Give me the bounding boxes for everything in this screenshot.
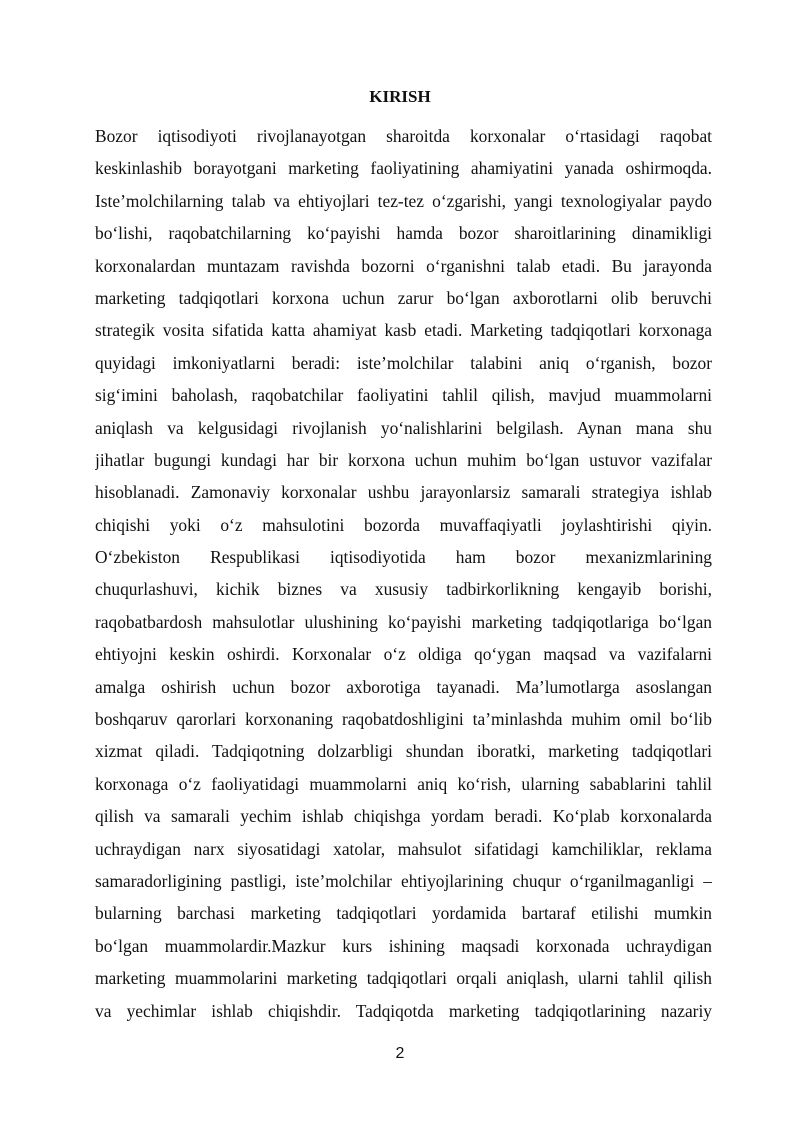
text-line: marketing muammolarini marketing tadqiqotlari orqali aniqlash, ularni tahlil qilish	[95, 968, 712, 989]
text-line: hisoblanadi. Zamonaviy korxonalar ushbu jarayonlarsiz samarali strategiya ishlab	[95, 482, 712, 503]
text-line: boʻlgan muammolardir.Mazkur kurs ishining maqsadi korxonada uchraydigan	[95, 935, 712, 956]
text-line: keskinlashib borayotgani marketing faoliyatining ahamiyatini yanada oshirmoqda.	[95, 158, 712, 179]
text-line: jihatlar bugungi kundagi har bir korxona uchun muhim boʻlgan ustuvor vazifalar	[95, 449, 712, 470]
text-line: samaradorligining pastligi, iste’molchilar ehtiyojlarining chuqur oʻrganilmaganligi –	[95, 870, 712, 891]
text-line: Iste’molchilarning talab va ehtiyojlari tez-tez oʻzgarishi, yangi texnologiyalar paydo	[95, 190, 712, 211]
text-line: boshqaruv qarorlari korxonaning raqobatdoshligini ta’minlashda muhim omil boʻlib	[95, 709, 712, 730]
text-line: korxonaga oʻz faoliyatidagi muammolarni aniq koʻrish, ularning sabablarini tahlil	[95, 773, 712, 794]
page-title: KIRISH	[369, 87, 431, 106]
text-line: bularning barchasi marketing tadqiqotlari yordamida bartaraf etilishi mumkin	[95, 903, 712, 924]
text-line: quyidagi imkoniyatlarni beradi: iste’molchilar talabini aniq oʻrganish, bozor	[95, 352, 712, 373]
page-number: 2	[395, 1045, 405, 1062]
text-line: boʻlishi, raqobatchilarning koʻpayishi hamda bozor sharoitlarining dinamikligi	[95, 223, 712, 244]
text-line: aniqlash va kelgusidagi rivojlanish yoʻnalishlarini belgilash. Aynan mana shu	[95, 417, 712, 438]
text-line: uchraydigan narx siyosatidagi xatolar, mahsulot sifatidagi kamchiliklar, reklama	[95, 838, 712, 859]
text-line: ehtiyojni keskin oshirdi. Korxonalar oʻz oldiga qoʻygan maqsad va vazifalarni	[95, 644, 712, 665]
text-line: chuqurlashuvi, kichik biznes va xususiy tadbirkorlikning kengayib borishi,	[95, 579, 712, 600]
text-line: raqobatbardosh mahsulotlar ulushining koʻpayishi marketing tadqiqotlariga boʻlgan	[95, 611, 712, 632]
text-line: Bozor iqtisodiyoti rivojlanayotgan sharoitda korxonalar oʻrtasidagi raqobat	[95, 126, 712, 146]
text-line: korxonalardan muntazam ravishda bozorni oʻrganishni talab etadi. Bu jarayonda	[95, 255, 712, 276]
text-line: marketing tadqiqotlari korxona uchun zarur boʻlgan axborotlarni olib beruvchi	[95, 287, 712, 308]
text-line: amalga oshirish uchun bozor axborotiga tayanadi. Ma’lumotlarga asoslangan	[95, 676, 712, 697]
text-line: sigʻimini baholash, raqobatchilar faoliyatini tahlil qilish, mavjud muammolarni	[95, 385, 712, 406]
body-paragraph	[95, 120, 712, 1027]
text-line: Oʻzbekiston Respublikasi iqtisodiyotida ham bozor mexanizmlarining	[95, 547, 712, 568]
text-line: qilish va samarali yechim ishlab chiqishga yordam beradi. Koʻplab korxonalarda	[95, 806, 712, 827]
text-line: chiqishi yoki oʻz mahsulotini bozorda muvaffaqiyatli joylashtirishi qiyin.	[95, 514, 712, 535]
text-line: va yechimlar ishlab chiqishdir. Tadqiqotda marketing tadqiqotlarining nazariy	[95, 1000, 712, 1021]
text-line: xizmat qiladi. Tadqiqotning dolzarbligi shundan iboratki, marketing tadqiqotlari	[95, 741, 712, 762]
text-line: strategik vosita sifatida katta ahamiyat kasb etadi. Marketing tadqiqotlari korxonaga	[95, 320, 712, 341]
